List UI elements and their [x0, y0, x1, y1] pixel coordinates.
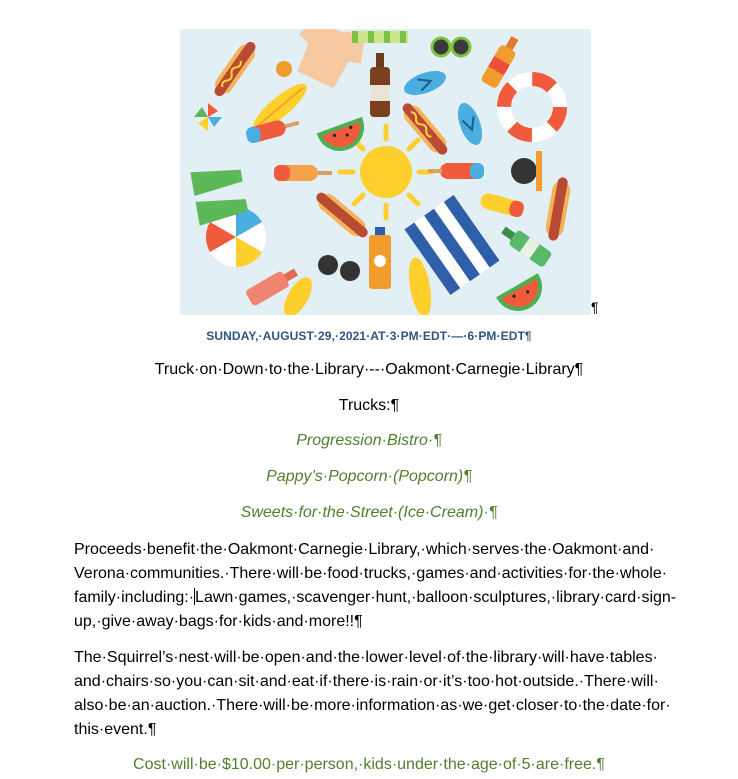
summer-picnic-image[interactable]: [180, 29, 591, 315]
bottle-icon: [498, 222, 553, 268]
hotdog-icon: [398, 99, 453, 160]
proceeds-text-start: Proceeds·benefit·the·Oakmont·Carnegie·Library,·which·serves·the·Oakmont·and· Verona·communities.·There·will·be·food·trucks,·games·and·activities·for·the·whole· family·including:·: [74, 541, 668, 606]
cost-line: Cost·will·be·$10.00·per·person,·kids·under·the·age·of·5·are·free.¶: [133, 756, 605, 773]
trucks-heading: Trucks:¶: [338, 397, 400, 414]
snorkel-icon: [511, 151, 542, 191]
event-date: SUNDAY,·AUGUST·29,·2021·AT·3·PM·EDT·—·6·PM·EDT¶: [206, 329, 532, 343]
proceeds-paragraph[interactable]: [74, 538, 714, 634]
proceeds-text-end: Lawn·games,·scavenger·hunt,·balloon·sculptures,·library·card·sign-up,·give·away·bags·for·kids·and·more!!¶: [74, 589, 677, 630]
hotdog-icon: [544, 176, 573, 242]
truck-item: Progression·Bistro·¶: [296, 432, 442, 449]
sunscreen-icon: [369, 227, 391, 289]
flipflop-icon: [401, 66, 449, 100]
popsicle-icon: [479, 192, 526, 219]
truck-item: Sweets·for·the·Street·(Ice·Cream)·¶: [240, 504, 498, 521]
orange-icon: [276, 61, 292, 77]
event-title: Truck·on·Down·to·the·Library·--·Oakmont·Carnegie·Library¶: [154, 361, 584, 378]
sunglasses-icon: [318, 255, 360, 281]
truck-item: Pappy’s·Popcorn·(Popcorn)¶: [266, 468, 472, 485]
watermelon-icon: [499, 276, 548, 315]
hotdog-icon: [209, 38, 260, 101]
flipflop-icon: [453, 100, 487, 148]
squirrels-nest-paragraph[interactable]: The·Squirrel’s·nest·will·be·open·and·the·lower·level·of·the·library·will·have·tables· and·chairs·so·you·can·sit·and·eat·if·there·is·rain·or·it’s·too·hot·outside.·There·will· also·be·an·auction.·There·will·be·more·information·as·we·get·closer·to·the·date·for· this·event.¶: [74, 649, 671, 738]
bottle-icon: [370, 53, 390, 117]
life-ring-icon: [504, 79, 560, 135]
popsicle-icon: [274, 165, 332, 181]
fence-icon: [352, 31, 408, 43]
picnic-illustration: [180, 29, 591, 315]
image-paragraph-mark: ¶: [591, 299, 599, 315]
pinwheel-icon: [194, 103, 222, 131]
sunglasses-icon: [432, 38, 470, 56]
popsicle-icon: [428, 163, 484, 179]
